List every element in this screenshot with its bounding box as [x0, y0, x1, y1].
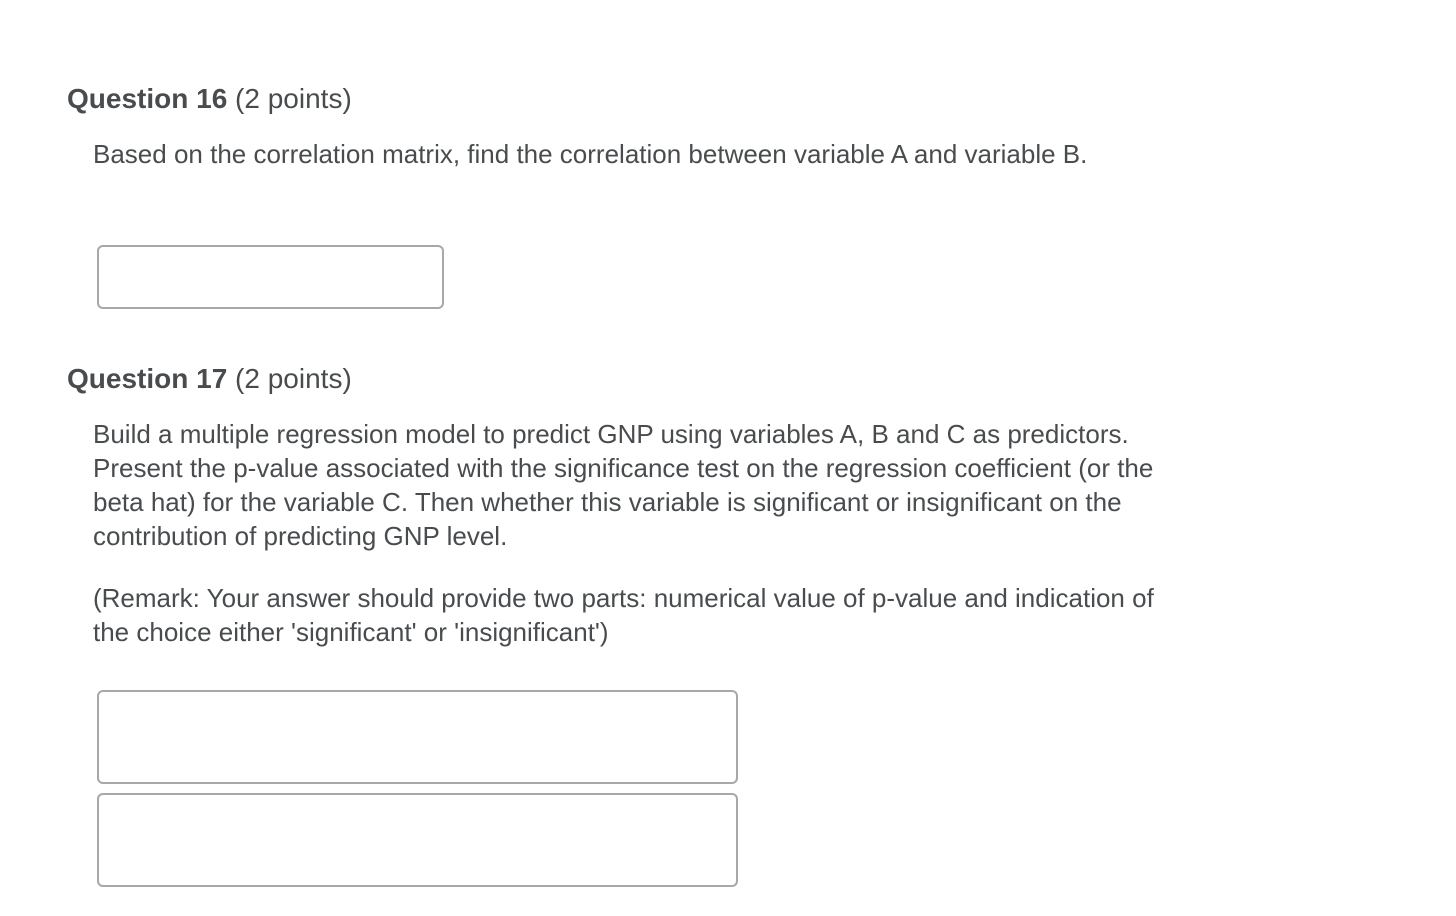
question-16-answer-input[interactable]	[97, 245, 444, 309]
question-17-text: Build a multiple regression model to predict GNP using variables A, B and C as predictors. Present the p-value associated with the significance test on the regression coefficient (or the beta hat) for the variable C. Then whether this variable is significant or insignificant on the contribution of predicting GNP level.	[93, 419, 1154, 551]
question-17-answer-p-value[interactable]	[97, 690, 738, 784]
question-17-points: (2 points)	[235, 363, 352, 394]
question-16-text: Based on the correlation matrix, find the correlation between variable A and variable B.	[93, 139, 1088, 169]
question-17-remark: (Remark: Your answer should provide two parts: numerical value of p-value and indication of the choice either 'significant' or 'insignificant')	[93, 583, 1154, 647]
question-17-answer-significance[interactable]	[97, 793, 738, 887]
question-17-heading	[67, 362, 352, 396]
question-16-heading	[67, 82, 352, 116]
question-17-label: Question 17	[67, 363, 228, 394]
question-16-points: (2 points)	[235, 83, 352, 114]
question-16-label: Question 16	[67, 83, 228, 114]
